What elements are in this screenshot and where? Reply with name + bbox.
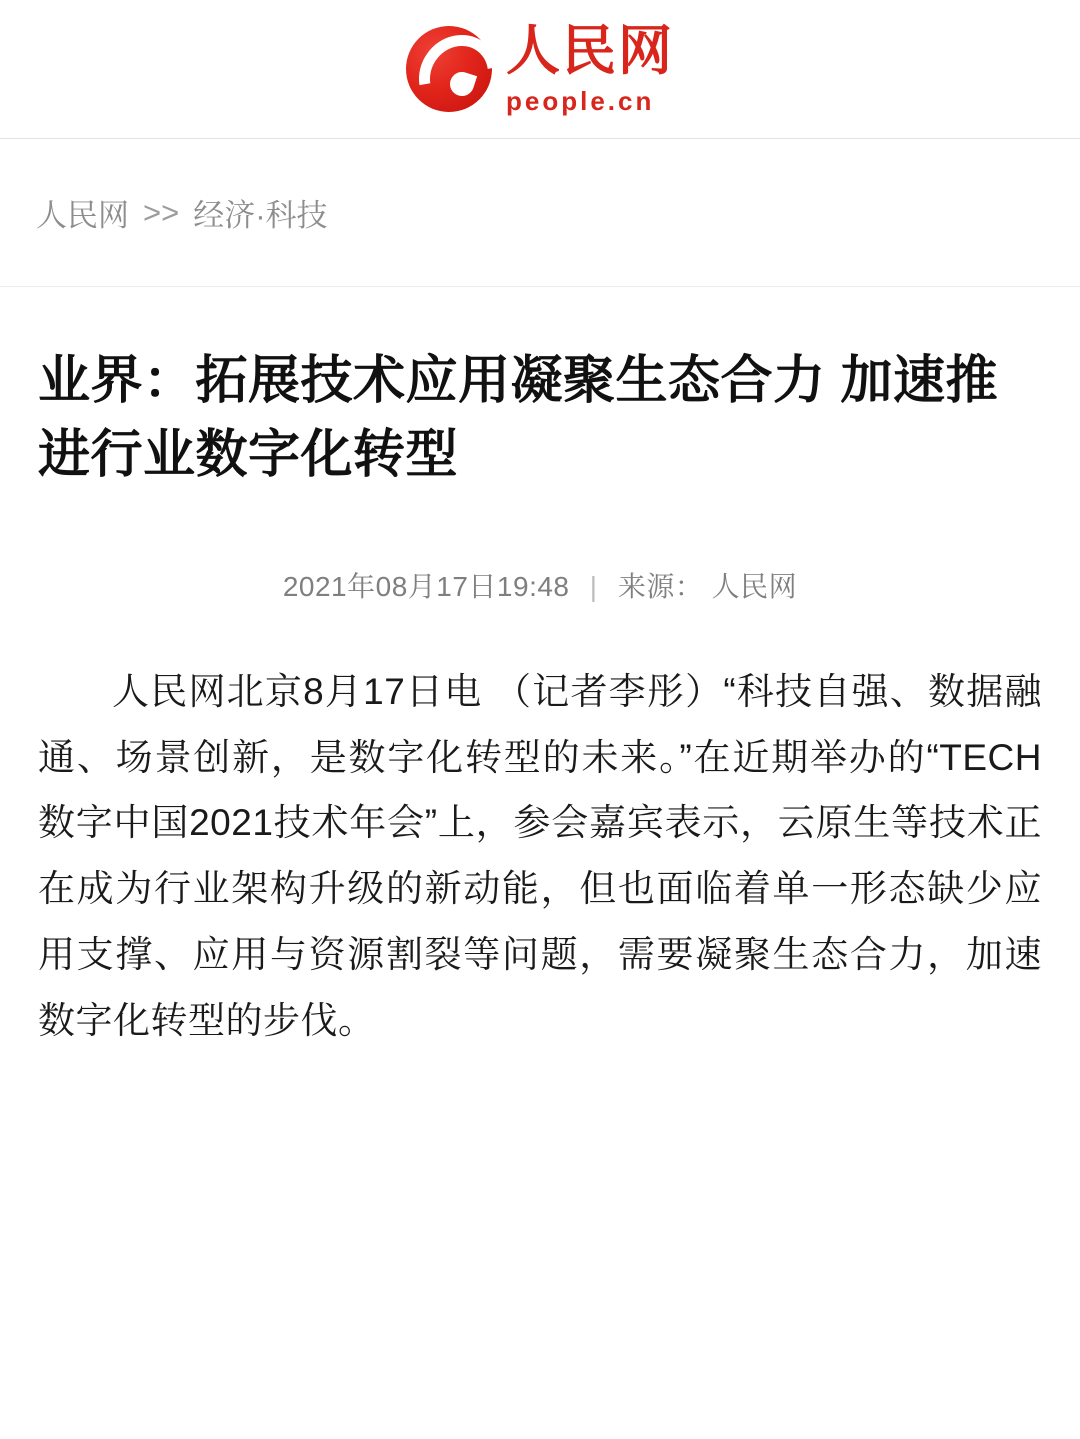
article-meta xyxy=(38,565,1042,605)
meta-divider: | xyxy=(589,570,598,602)
breadcrumb-item-home[interactable]: 人民网 xyxy=(36,198,129,233)
breadcrumb xyxy=(0,139,1080,287)
breadcrumb-item-section[interactable]: 经济·科技 xyxy=(193,198,328,233)
site-header xyxy=(0,0,1080,139)
article-datetime: 2021年08月17日19:48 xyxy=(282,570,570,602)
logo-wordmark xyxy=(506,21,674,116)
article-source-label: 来源： xyxy=(617,570,704,602)
article-source: 人民网 xyxy=(711,570,798,602)
breadcrumb-separator: >> xyxy=(143,194,180,230)
article-paragraph: 人民网北京8月17日电 （记者李彤）“科技自强、数据融通、场景创新，是数字化转型的未来。”在近期举办的“TECH数字中国2021技术年会”上，参会嘉宾表示，云原生等技术正在成为行业架构升级的新动能，但也面临着单一形态缺少应用支撑、应用与资源割裂等问题，需要凝聚生态合力，加速数字化转型的步伐。 xyxy=(38,670,1042,1041)
people-cn-logo-icon xyxy=(406,26,492,112)
article xyxy=(0,345,1080,1054)
page-title: 业界：拓展技术应用凝聚生态合力 加速推进行业数字化转型 xyxy=(38,352,998,484)
logo-chinese-text: 人民网 xyxy=(506,21,674,81)
logo-english-text: people.cn xyxy=(506,86,655,116)
site-logo[interactable] xyxy=(406,21,674,116)
